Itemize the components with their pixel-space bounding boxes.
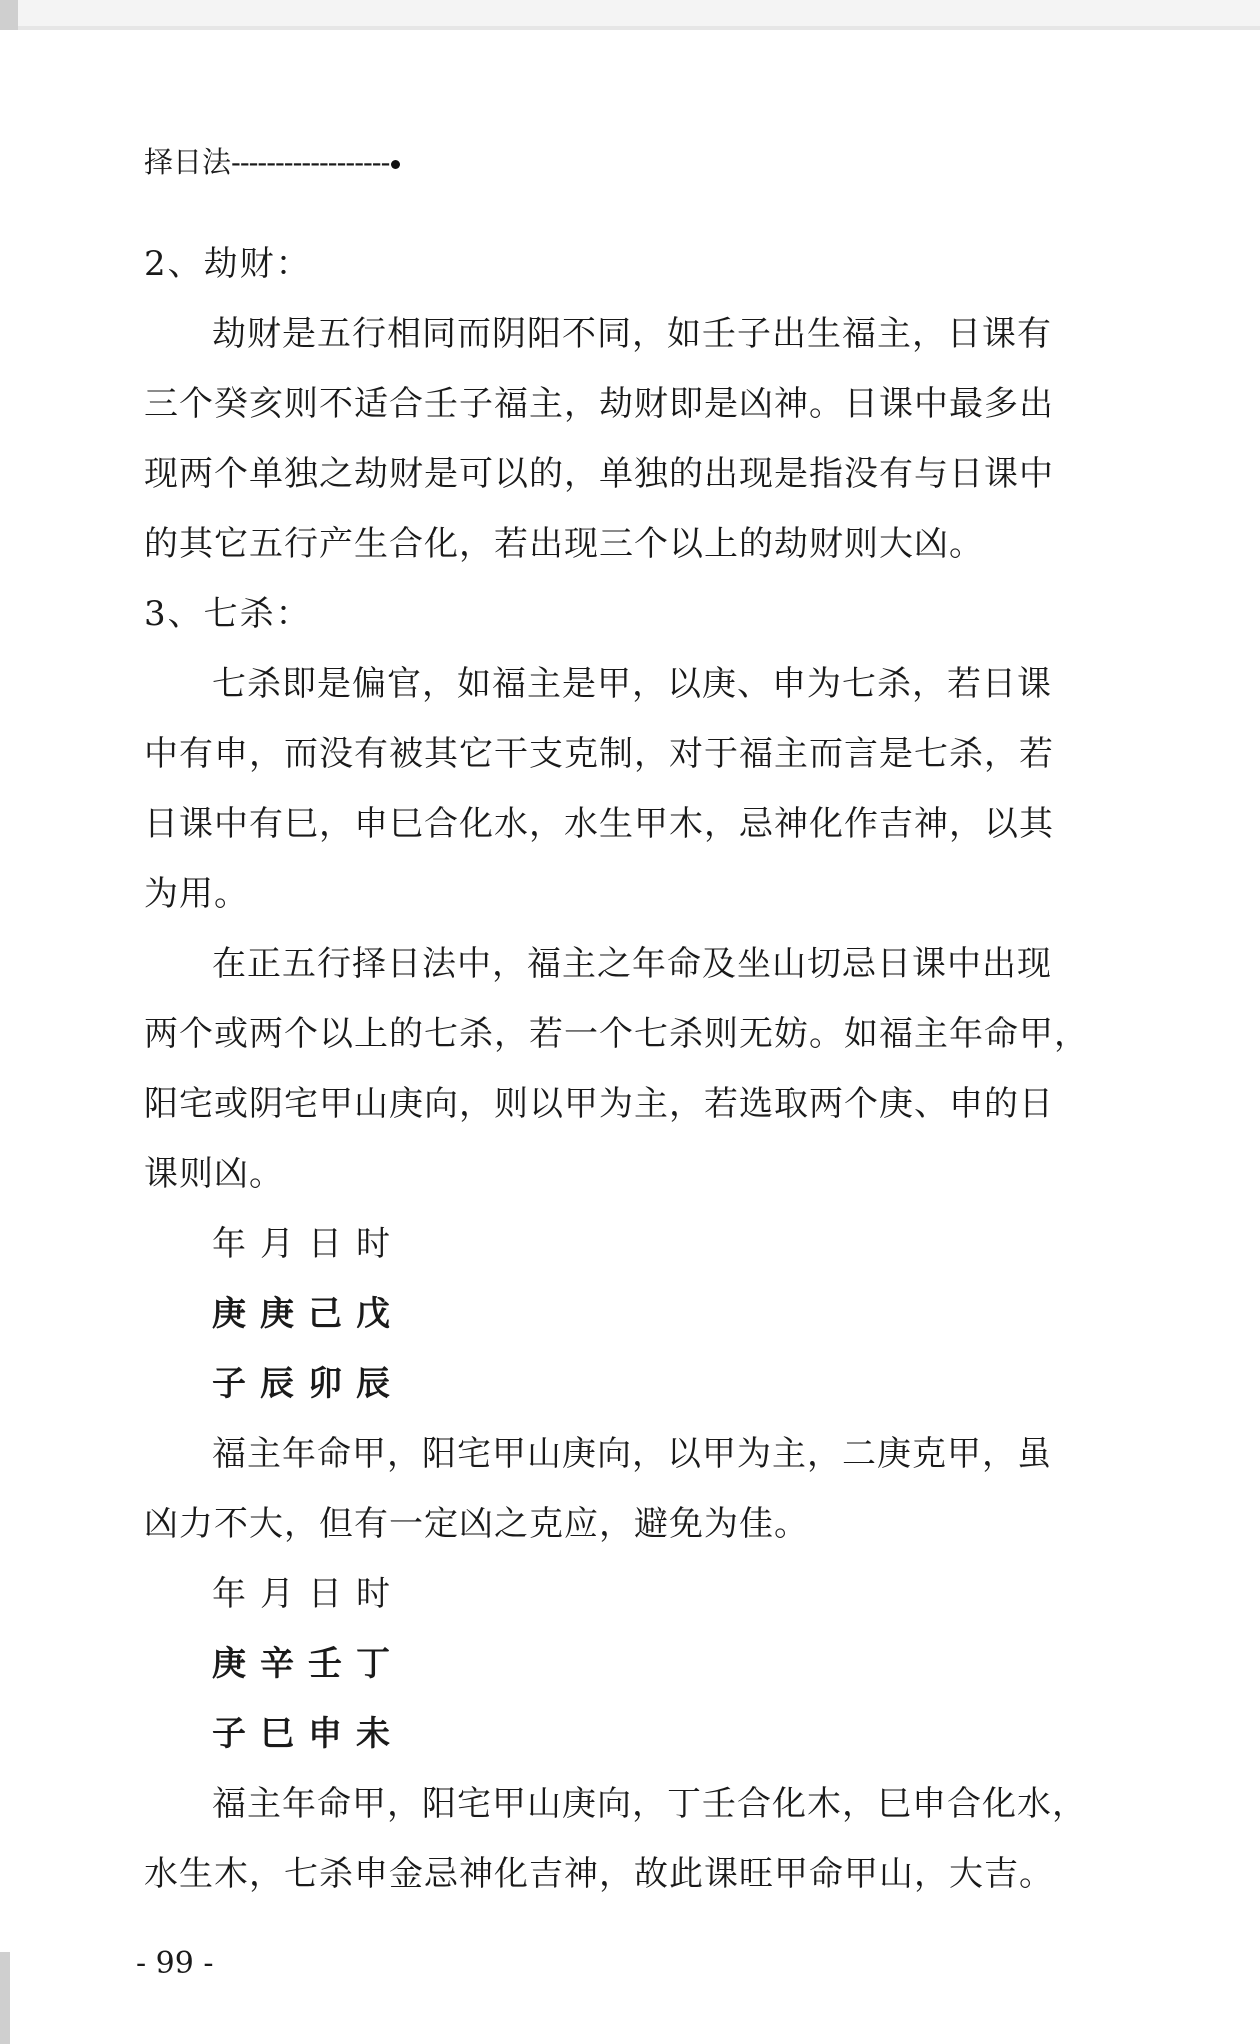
paragraph-line: 劫财是五行相同而阴阳不同，如壬子出生福主，日课有 [212,314,1052,354]
paragraph-line: 水生木，七杀申金忌神化吉神，故此课旺甲命甲山，大吉。 [144,1854,1054,1894]
example1-stems: 庚庚己戊 [212,1294,404,1334]
section-heading-qisha: 3、七杀： [144,594,312,634]
running-header [144,142,400,182]
page-number: - 99 - [136,1946,214,1981]
example1-branches: 子辰卯辰 [212,1364,404,1404]
example2-labels: 年月日时 [212,1574,404,1614]
top-scroll-bar [0,0,1260,30]
paragraph-line: 两个或两个以上的七杀，若一个七杀则无妨。如福主年命甲， [144,1014,1089,1054]
header-title: 择日法 [144,145,232,179]
example1-labels: 年月日时 [212,1224,404,1264]
paragraph-line: 为用。 [144,874,249,914]
paragraph-line: 福主年命甲，阳宅甲山庚向，丁壬合化木，巳申合化水， [212,1784,1087,1824]
paragraph-line: 现两个单独之劫财是可以的，单独的出现是指没有与日课中 [144,454,1054,494]
paragraph-line: 的其它五行产生合化，若出现三个以上的劫财则大凶。 [144,524,984,564]
paragraph-line: 三个癸亥则不适合壬子福主，劫财即是凶神。日课中最多出 [144,384,1054,424]
paragraph-line: 七杀即是偏官，如福主是甲，以庚、申为七杀，若日课 [212,664,1052,704]
left-edge-tab [0,1952,10,2044]
example2-branches: 子巳申未 [212,1714,404,1754]
paragraph-line: 凶力不大，但有一定凶之克应，避免为佳。 [144,1504,809,1544]
paragraph-line: 课则凶。 [144,1154,284,1194]
paragraph-line: 福主年命甲，阳宅甲山庚向，以甲为主，二庚克甲，虽 [212,1434,1052,1474]
section-heading-jiecai: 2、劫财： [144,244,312,284]
paragraph-line: 日课中有巳，申巳合化水，水生甲木，忌神化作吉神，以其 [144,804,1054,844]
paragraph-line: 在正五行择日法中，福主之年命及坐山切忌日课中出现 [212,944,1052,984]
paragraph-line: 中有申，而没有被其它干支克制，对于福主而言是七杀，若 [144,734,1054,774]
paragraph-line: 阳宅或阴宅甲山庚向，则以甲为主，若选取两个庚、申的日 [144,1084,1054,1124]
header-bullet-icon [391,160,400,169]
header-dashes: ------------------ [231,145,390,179]
example2-stems: 庚辛壬丁 [212,1644,404,1684]
